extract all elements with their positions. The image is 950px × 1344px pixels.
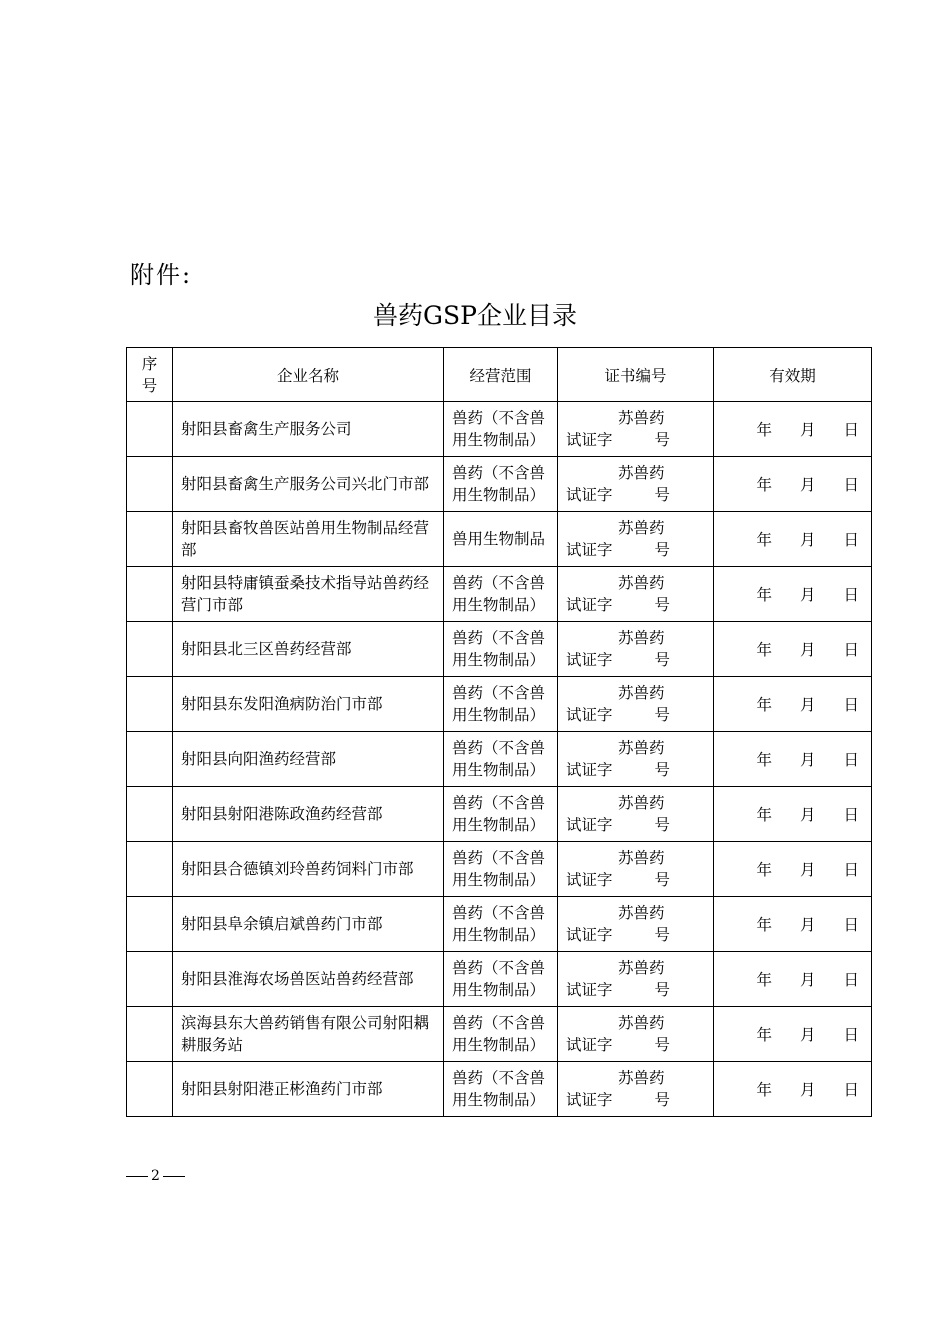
cell-certificate-number [558,732,714,787]
cell-enterprise-name: 射阳县向阳渔药经营部 [173,732,444,787]
valid-day: 日 [843,861,859,879]
table-row [127,457,872,512]
cell-enterprise-name: 射阳县畜禽生产服务公司 [173,402,444,457]
valid-month: 月 [799,971,816,989]
cell-certificate-number [558,842,714,897]
cert-line1: 苏兽药 [618,739,665,757]
valid-year: 年 [756,1081,772,1099]
cert-line1: 苏兽药 [618,959,665,977]
cert-prefix: 试证字 [566,926,613,944]
attachment-label: 附件: [130,261,193,289]
header-cert: 证书编号 [558,348,714,402]
cell-business-scope: 兽药（不含兽用生物制品） [444,787,558,842]
cert-line1: 苏兽药 [618,794,665,812]
cell-seq [127,897,173,952]
cell-enterprise-name: 射阳县射阳港正彬渔药门市部 [173,1062,444,1117]
cell-seq [127,842,173,897]
cert-suffix: 号 [654,926,671,944]
valid-year: 年 [756,971,772,989]
cell-certificate-number [558,952,714,1007]
valid-day: 日 [843,916,859,934]
cell-seq [127,952,173,1007]
valid-year: 年 [756,696,772,714]
valid-month: 月 [799,476,816,494]
cell-enterprise-name: 射阳县射阳港陈政渔药经营部 [173,787,444,842]
valid-day: 日 [843,806,859,824]
cert-suffix: 号 [654,541,671,559]
cert-prefix: 试证字 [566,1036,613,1054]
valid-year: 年 [756,476,772,494]
cell-seq [127,732,173,787]
table-row [127,842,872,897]
valid-year: 年 [756,861,772,879]
cell-business-scope: 兽药（不含兽用生物制品） [444,952,558,1007]
cell-business-scope: 兽药（不含兽用生物制品） [444,677,558,732]
cell-seq [127,567,173,622]
cert-prefix: 试证字 [566,871,613,889]
cell-enterprise-name: 滨海县东大兽药销售有限公司射阳耦耕服务站 [173,1007,444,1062]
valid-day: 日 [843,971,859,989]
cert-prefix: 试证字 [566,981,613,999]
cell-seq [127,402,173,457]
cell-certificate-number [558,1007,714,1062]
valid-day: 日 [843,586,859,604]
valid-day: 日 [843,531,859,549]
cell-certificate-number [558,457,714,512]
valid-day: 日 [843,641,859,659]
header-valid: 有效期 [714,348,872,402]
cell-certificate-number [558,567,714,622]
valid-year: 年 [756,641,772,659]
valid-year: 年 [756,421,772,439]
cert-suffix: 号 [654,816,671,834]
cert-prefix: 试证字 [566,706,613,724]
cell-business-scope: 兽药（不含兽用生物制品） [444,1062,558,1117]
valid-month: 月 [799,531,816,549]
cell-enterprise-name: 射阳县东发阳渔病防治门市部 [173,677,444,732]
valid-month: 月 [799,861,816,879]
cell-validity [714,457,872,512]
cert-suffix: 号 [654,651,671,669]
cert-prefix: 试证字 [566,431,613,449]
cert-prefix: 试证字 [566,651,613,669]
cell-enterprise-name: 射阳县畜牧兽医站兽用生物制品经营部 [173,512,444,567]
cert-suffix: 号 [654,1036,671,1054]
cert-line1: 苏兽药 [618,904,665,922]
table-row [127,787,872,842]
cell-certificate-number [558,1062,714,1117]
cert-suffix: 号 [654,486,671,504]
table-row [127,732,872,787]
valid-month: 月 [799,806,816,824]
cell-validity [714,897,872,952]
cell-enterprise-name: 射阳县北三区兽药经营部 [173,622,444,677]
cell-seq [127,622,173,677]
cert-suffix: 号 [654,706,671,724]
cert-suffix: 号 [654,761,671,779]
cell-seq [127,512,173,567]
cell-enterprise-name: 射阳县畜禽生产服务公司兴北门市部 [173,457,444,512]
cell-validity [714,512,872,567]
valid-month: 月 [799,916,816,934]
cell-certificate-number [558,512,714,567]
valid-month: 月 [799,586,816,604]
valid-day: 日 [843,1026,859,1044]
header-scope: 经营范围 [444,348,558,402]
cell-business-scope: 兽药（不含兽用生物制品） [444,622,558,677]
table-row [127,952,872,1007]
cell-validity [714,402,872,457]
cell-validity [714,952,872,1007]
cell-business-scope: 兽药（不含兽用生物制品） [444,402,558,457]
cert-line1: 苏兽药 [618,464,665,482]
cell-seq [127,1062,173,1117]
cell-validity [714,1007,872,1062]
table-row [127,1062,872,1117]
cell-business-scope: 兽药（不含兽用生物制品） [444,457,558,512]
cell-validity [714,622,872,677]
valid-day: 日 [843,476,859,494]
valid-day: 日 [843,421,859,439]
cell-enterprise-name: 射阳县淮海农场兽医站兽药经营部 [173,952,444,1007]
cell-validity [714,732,872,787]
valid-month: 月 [799,751,816,769]
cell-validity [714,567,872,622]
cert-suffix: 号 [654,431,671,449]
header-name: 企业名称 [173,348,444,402]
cell-validity [714,842,872,897]
table-row [127,1007,872,1062]
cell-business-scope: 兽药（不含兽用生物制品） [444,897,558,952]
cell-business-scope: 兽药（不含兽用生物制品） [444,842,558,897]
cert-line1: 苏兽药 [618,1014,665,1032]
valid-month: 月 [799,1081,816,1099]
header-seq: 序号 [127,348,173,402]
cert-suffix: 号 [654,871,671,889]
valid-day: 日 [843,696,859,714]
valid-year: 年 [756,806,772,824]
gsp-enterprise-table [126,347,872,1117]
cell-certificate-number [558,787,714,842]
cell-business-scope: 兽用生物制品 [444,512,558,567]
valid-year: 年 [756,1026,772,1044]
cell-seq [127,457,173,512]
table-row [127,402,872,457]
table-row [127,622,872,677]
cell-seq [127,1007,173,1062]
valid-month: 月 [799,641,816,659]
cell-validity [714,787,872,842]
table-row [127,512,872,567]
cell-seq [127,677,173,732]
cert-suffix: 号 [654,981,671,999]
cert-line1: 苏兽药 [618,849,665,867]
cell-business-scope: 兽药（不含兽用生物制品） [444,732,558,787]
valid-year: 年 [756,531,772,549]
cell-certificate-number [558,677,714,732]
cell-certificate-number [558,897,714,952]
page-number: 2 [151,1168,160,1184]
page-footer [126,1168,185,1184]
valid-month: 月 [799,1026,816,1044]
document-title: 兽药GSP企业目录 [373,301,577,330]
valid-year: 年 [756,586,772,604]
valid-month: 月 [799,421,816,439]
cert-line1: 苏兽药 [618,684,665,702]
valid-day: 日 [843,751,859,769]
cell-enterprise-name: 射阳县特庸镇蚕桑技术指导站兽药经营门市部 [173,567,444,622]
cell-business-scope: 兽药（不含兽用生物制品） [444,567,558,622]
cert-prefix: 试证字 [566,1091,613,1109]
table-row [127,677,872,732]
cell-seq [127,787,173,842]
valid-month: 月 [799,696,816,714]
cert-line1: 苏兽药 [618,574,665,592]
cell-certificate-number [558,402,714,457]
cert-line1: 苏兽药 [618,409,665,427]
cert-prefix: 试证字 [566,596,613,614]
cert-line1: 苏兽药 [618,1069,665,1087]
cell-business-scope: 兽药（不含兽用生物制品） [444,1007,558,1062]
cert-prefix: 试证字 [566,761,613,779]
cert-prefix: 试证字 [566,541,613,559]
cert-prefix: 试证字 [566,816,613,834]
valid-year: 年 [756,916,772,934]
cell-certificate-number [558,622,714,677]
cert-suffix: 号 [654,596,671,614]
cert-line1: 苏兽药 [618,519,665,537]
cell-enterprise-name: 射阳县阜余镇启斌兽药门市部 [173,897,444,952]
cell-validity [714,677,872,732]
cert-suffix: 号 [654,1091,671,1109]
table-row [127,567,872,622]
cert-prefix: 试证字 [566,486,613,504]
valid-year: 年 [756,751,772,769]
valid-day: 日 [843,1081,859,1099]
table-row [127,897,872,952]
table-header-row [127,348,872,402]
cell-validity [714,1062,872,1117]
cell-enterprise-name: 射阳县合德镇刘玲兽药饲料门市部 [173,842,444,897]
cert-line1: 苏兽药 [618,629,665,647]
